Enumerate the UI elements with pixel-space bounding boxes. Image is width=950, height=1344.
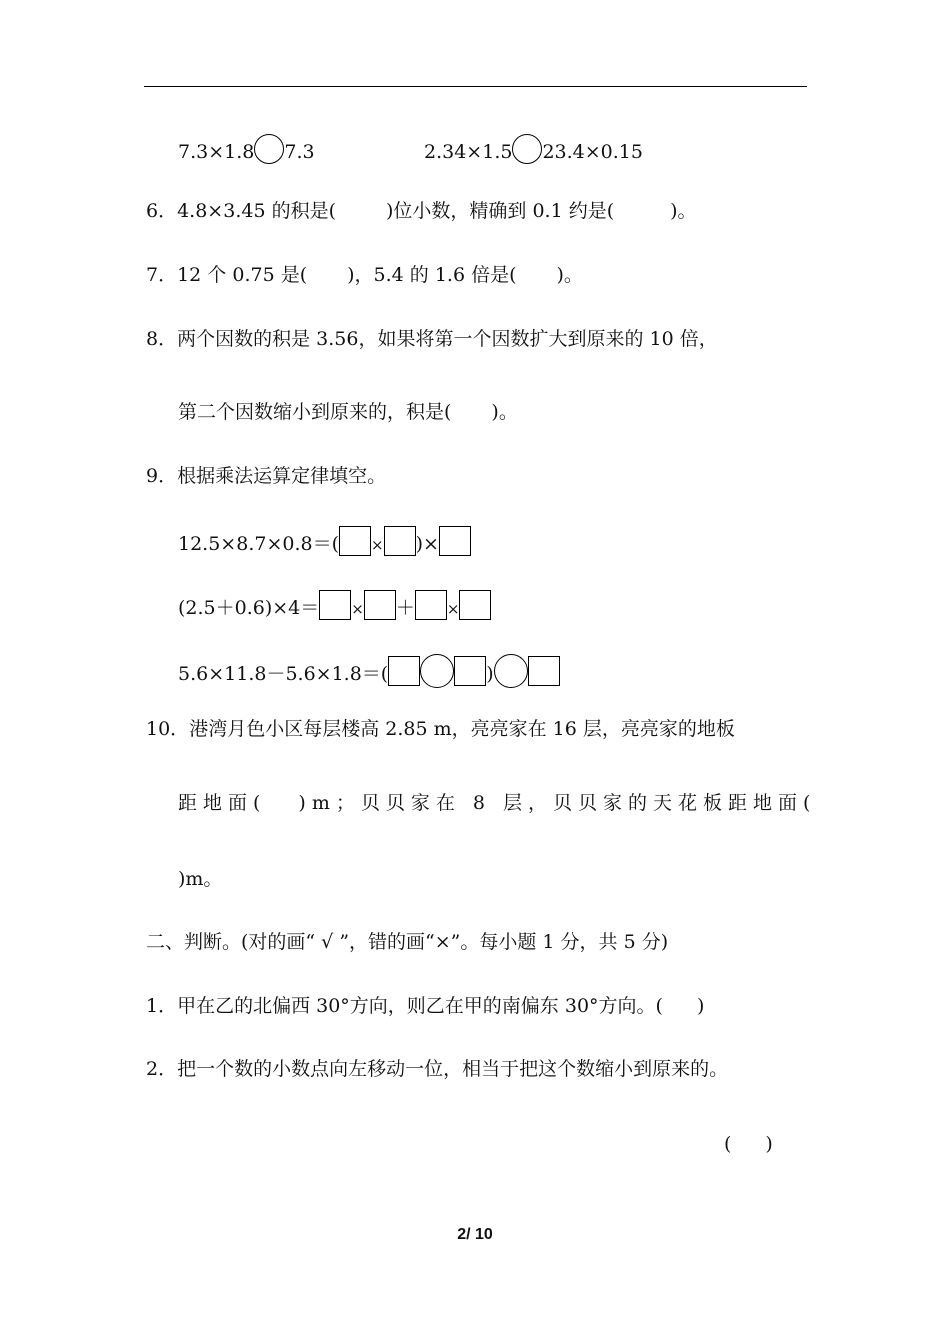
judge-2-answer (724, 1131, 773, 1157)
question-9 (146, 463, 386, 489)
question-text: )m；贝贝家在 8 层，贝贝家的天花板距地面( (298, 792, 817, 814)
judge-2 (146, 1056, 728, 1082)
judge-1 (146, 993, 704, 1019)
answer-box[interactable] (388, 656, 420, 686)
expr: 12.5×8.7×0.8＝( (178, 533, 339, 555)
answer-box[interactable] (364, 590, 396, 620)
operator: × (446, 600, 460, 618)
page-number: 2/ 10 (457, 1226, 493, 1243)
question-7 (146, 262, 583, 288)
expr: 5.6×11.8－5.6×1.8＝( (178, 663, 389, 685)
question-text: 距地面( (178, 792, 267, 814)
question-text: 港湾月色小区每层楼高 2.85 m，亮亮家在 16 层，亮亮家的地板 (189, 718, 735, 740)
question-text: 把一个数的小数点向左移动一位，相当于把这个数缩小到原来的。 (177, 1058, 729, 1080)
q9-equation-3 (178, 654, 560, 688)
answer-box[interactable] (528, 656, 560, 686)
question-text: ) (696, 995, 705, 1017)
question-text: 12 个 0.75 是( (177, 264, 308, 286)
question-10-line3 (178, 866, 222, 892)
comparison-left (178, 134, 315, 165)
answer-box[interactable] (454, 656, 486, 686)
operator: × (351, 600, 364, 618)
compare-circle[interactable] (512, 134, 542, 164)
question-text: 4.8×3.45 的积是( (177, 200, 336, 222)
expr: ) (486, 663, 494, 685)
answer-box[interactable] (319, 590, 351, 620)
compare-circle[interactable] (254, 134, 284, 164)
expr: 7.3 (284, 141, 315, 163)
question-text: )，5.4 的 1.6 倍是( (347, 264, 517, 286)
question-number: 2． (146, 1058, 178, 1080)
question-text: 甲在乙的北偏西 30°方向，则乙在甲的南偏东 30°方向。( (177, 995, 663, 1017)
question-text: )m。 (178, 868, 223, 890)
operator: ＋ (395, 597, 415, 619)
question-number: 10． (146, 718, 190, 740)
operator-circle[interactable] (420, 654, 454, 688)
section-heading (146, 929, 668, 955)
answer-box[interactable] (439, 526, 471, 556)
question-text: 两个因数的积是 3.56，如果将第一个因数扩大到原来的 10 倍， (177, 328, 718, 350)
header-rule (144, 86, 807, 87)
expr: )× (415, 533, 439, 555)
operator: × (371, 536, 384, 554)
answer-box[interactable] (459, 590, 491, 620)
question-6 (146, 198, 697, 224)
question-text: )。 (491, 401, 518, 423)
section-title: 二、判断。(对的画“ √ ”，错的画“×”。每小题 1 分，共 5 分) (146, 931, 669, 953)
q9-equation-2 (178, 590, 491, 622)
operator-circle[interactable] (494, 654, 528, 688)
question-8-line2 (178, 399, 518, 425)
question-number: 9． (146, 465, 178, 487)
expr: 2.34×1.5 (424, 141, 513, 163)
question-number: 8． (146, 328, 178, 350)
expr: 7.3×1.8 (178, 141, 255, 163)
question-10 (146, 716, 735, 742)
expr: (2.5＋0.6)×4＝ (178, 597, 320, 619)
comparison-right (424, 134, 643, 165)
answer-box[interactable] (339, 526, 371, 556)
paren: ) (765, 1133, 773, 1155)
question-number: 1． (146, 995, 178, 1017)
answer-box[interactable] (415, 590, 447, 620)
q9-equation-1 (178, 526, 471, 558)
expr: 23.4×0.15 (542, 141, 643, 163)
question-number: 6． (146, 200, 178, 222)
paren: ( (724, 1133, 732, 1155)
question-text: )。 (670, 200, 697, 222)
answer-box[interactable] (384, 526, 416, 556)
question-10-line2 (178, 790, 816, 816)
question-text: )位小数，精确到 0.1 约是( (386, 200, 615, 222)
question-text: 根据乘法运算定律填空。 (177, 465, 387, 487)
question-number: 7． (146, 264, 178, 286)
question-8 (146, 326, 718, 352)
question-text: )。 (556, 264, 583, 286)
question-text: 第二个因数缩小到原来的，积是( (178, 401, 452, 423)
